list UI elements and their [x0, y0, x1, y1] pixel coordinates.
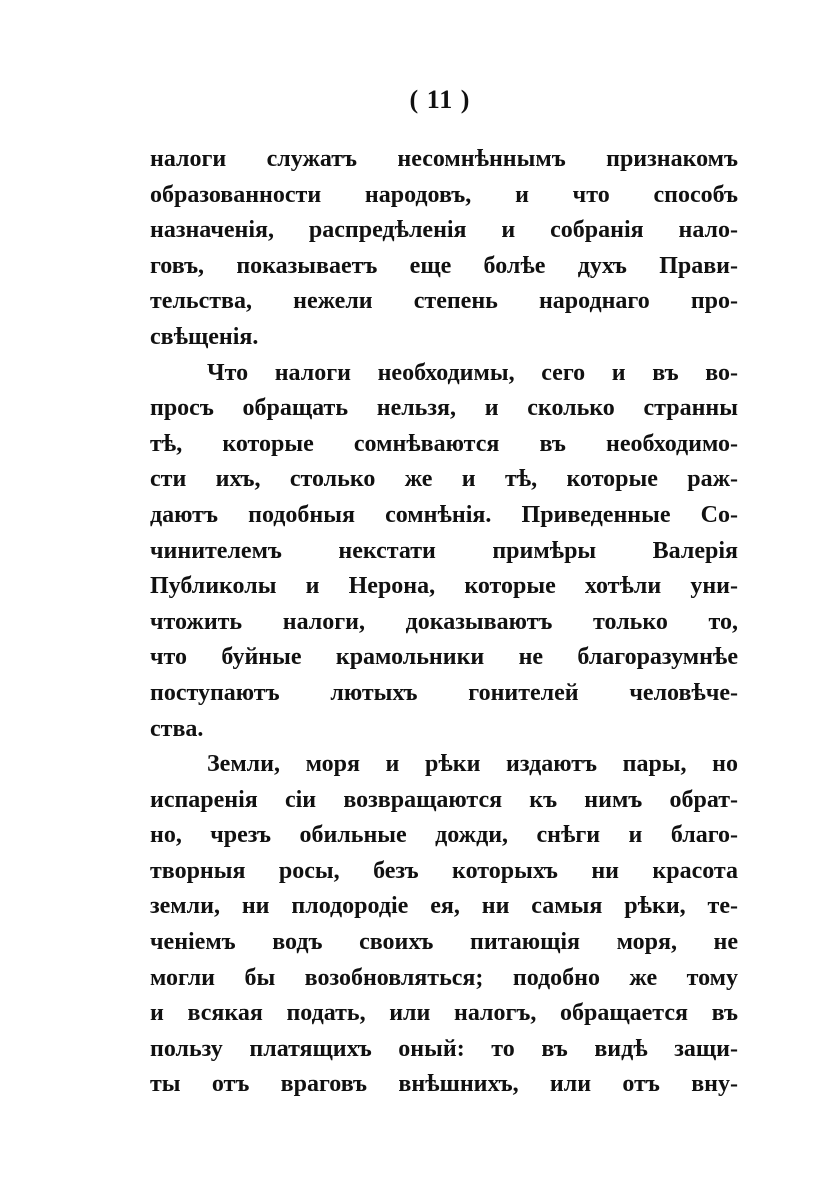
text-line: и всякая подать, или налогъ, обращается въ — [150, 1000, 738, 1027]
text-line: поступаютъ лютыхъ гонителей человѣче- — [150, 679, 738, 706]
text-line: чтожить налоги, доказываютъ только то, — [150, 608, 738, 635]
text-line: даютъ подобныя сомнѣнія. Приведенные Со- — [150, 501, 738, 528]
text-line: ченіемъ водъ своихъ питающія моря, не — [150, 929, 738, 956]
text-line: могли бы возобновляться; подобно же тому — [150, 964, 738, 991]
text-line: ты отъ враговъ внѣшнихъ, или отъ вну- — [150, 1071, 738, 1098]
page-number: ( 11 ) — [409, 85, 471, 114]
text-line: ства. — [150, 715, 204, 742]
page-body — [150, 142, 738, 1103]
text-line: чинителемъ некстати примѣры Валерія — [150, 537, 738, 564]
paragraph — [150, 747, 738, 1103]
text-line: свѣщенія. — [150, 323, 259, 350]
text-line: творныя росы, безъ которыхъ ни красота — [150, 857, 738, 884]
text-line: просъ обращать нельзя, и сколько странны — [150, 395, 738, 422]
text-line: пользу платящихъ оный: то въ видѣ защи- — [150, 1035, 738, 1062]
paragraph — [150, 142, 738, 356]
text-line: говъ, показываетъ еще болѣе духъ Прави- — [150, 252, 738, 279]
text-line: сти ихъ, столько же и тѣ, которые раж- — [150, 466, 738, 493]
text-line: образованности народовъ, и что способъ — [150, 181, 738, 208]
text-line: что буйные крамольники не благоразумнѣе — [150, 644, 738, 671]
text-line: тѣ, которые сомнѣваются въ необходимо- — [150, 430, 738, 457]
text-line: тельства, нежели степень народнаго про- — [150, 288, 738, 315]
text-line: но, чрезъ обильные дожди, снѣги и благо- — [150, 822, 738, 849]
text-line: земли, ни плодородіе ея, ни самыя рѣки, те- — [150, 893, 738, 920]
text-line: Что налоги необходимы, сего и въ во- — [207, 359, 738, 386]
paragraph — [150, 356, 738, 748]
text-line: назначенія, распредѣленія и собранія нало- — [150, 217, 738, 244]
text-line: испаренія сіи возвращаются къ нимъ обрат- — [150, 786, 738, 813]
text-line: Публиколы и Нерона, которые хотѣли уни- — [150, 573, 738, 600]
text-line: Земли, моря и рѣки издаютъ пары, но — [207, 751, 738, 778]
text-line: налоги служатъ несомнѣннымъ признакомъ — [150, 146, 738, 172]
